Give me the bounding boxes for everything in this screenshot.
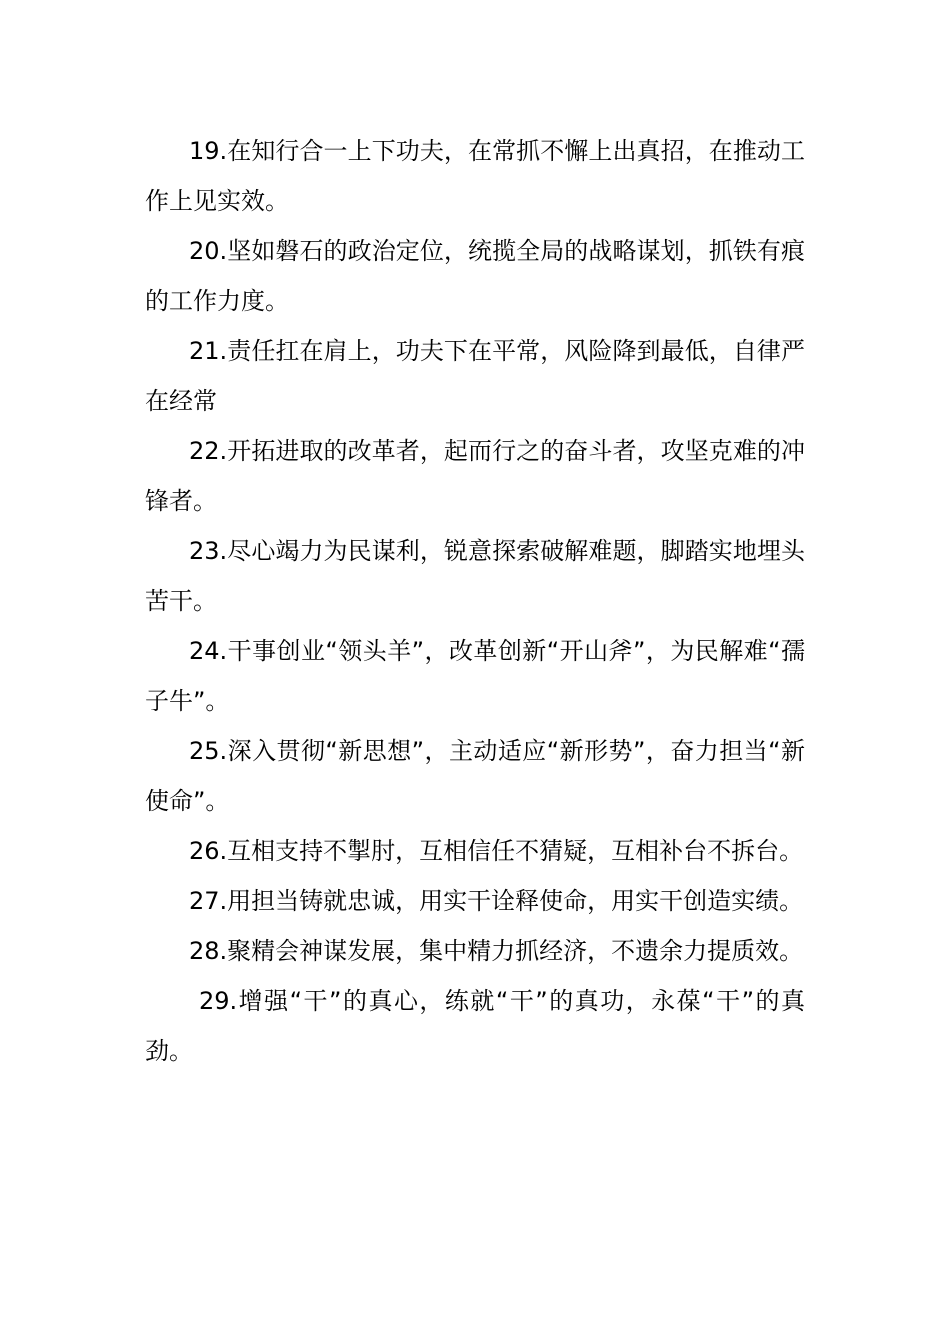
paragraph-24: 24.干事创业“领头羊”，改革创新“开山斧”，为民解难“孺子牛”。 (145, 637, 805, 715)
paragraph-29: 29.增强“干”的真心，练就“干”的真功，永葆“干”的真劲。 (145, 987, 805, 1065)
paragraph-27: 27.用担当铸就忠诚，用实干诠释使命，用实干创造实绩。 (189, 887, 804, 915)
paragraph-20: 20.坚如磐石的政治定位，统揽全局的战略谋划，抓铁有痕的工作力度。 (145, 237, 805, 315)
paragraph-19: 19.在知行合一上下功夫，在常抓不懈上出真招，在推动工作上见实效。 (145, 137, 805, 215)
document-body (145, 126, 805, 1076)
paragraph-22: 22.开拓进取的改革者，起而行之的奋斗者，攻坚克难的冲锋者。 (145, 437, 805, 515)
paragraph-26: 26.互相支持不掣肘，互相信任不猜疑，互相补台不拆台。 (189, 837, 804, 865)
paragraph-23: 23.尽心竭力为民谋利，锐意探索破解难题，脚踏实地埋头苦干。 (145, 537, 805, 615)
paragraph-28: 28.聚精会神谋发展，集中精力抓经济，不遗余力提质效。 (189, 937, 804, 965)
paragraph-21: 21.责任扛在肩上，功夫下在平常，风险降到最低，自律严在经常 (145, 337, 805, 415)
paragraph-25: 25.深入贯彻“新思想”，主动适应“新形势”，奋力担当“新使命”。 (145, 737, 805, 815)
